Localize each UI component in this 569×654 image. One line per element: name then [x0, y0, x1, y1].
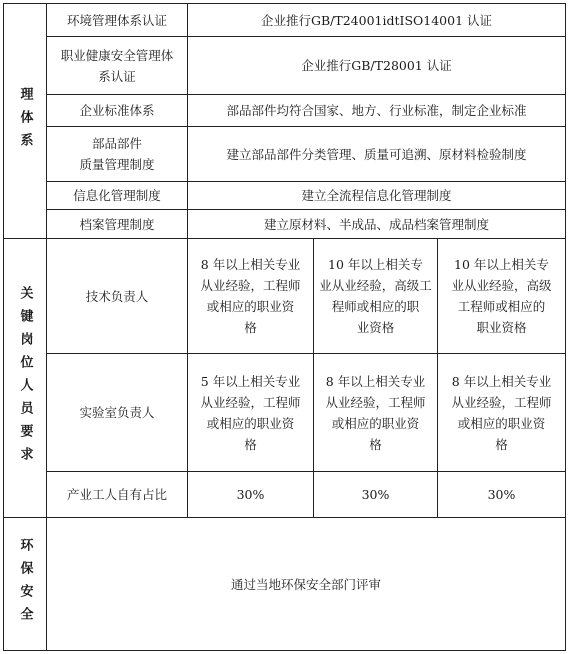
row-label-line: 质量管理制度 [79, 157, 155, 172]
row-label: 档案管理制度 [47, 210, 188, 239]
row-value: 企业推行GB/T24001idtISO14001 认证 [188, 4, 566, 37]
cell-line: 格 [244, 436, 257, 452]
cell-line: 或相应的职业资 [206, 415, 295, 431]
cell-line: 业资格 [356, 320, 395, 335]
row-value: 建立原材料、半成品、成品档案管理制度 [188, 210, 566, 239]
cell-line: 从业经验，工程师 [451, 394, 552, 410]
row-label: 技术负责人 [47, 239, 188, 354]
section-heading-management-system: 理体系 [4, 4, 47, 239]
cell-line: 工程师或相应的 [457, 299, 546, 314]
cell-line: 8 年以上相关专业 [200, 257, 301, 272]
section-heading-key-personnel: 关键岗位人员要求 [4, 239, 47, 518]
cell-line: 5 年以上相关专业 [200, 373, 301, 389]
cell-line: 10 年以上相关专 [328, 257, 423, 272]
row-value: 通过当地环保安全部门评审 [47, 518, 566, 651]
row-label-line: 部品部件 [91, 136, 142, 151]
row-value: 建立全流程信息化管理制度 [188, 182, 566, 210]
row-label: 环境管理体系认证 [47, 4, 188, 37]
requirement-cell [188, 354, 314, 472]
table-row [4, 127, 566, 182]
table-row [4, 472, 566, 518]
row-value: 企业推行GB/T28001 认证 [188, 37, 566, 95]
cell-line: 格 [244, 320, 257, 335]
cell-line: 从业经验，工程师 [325, 394, 426, 410]
requirement-cell [438, 354, 566, 472]
table-row [4, 182, 566, 210]
row-label-line: 系认证 [98, 68, 136, 84]
requirement-cell [188, 239, 314, 354]
cell-line: 或相应的职业资 [457, 415, 546, 431]
cell-line: 程师或相应的职 [331, 299, 420, 314]
ratio-cell: 30% [438, 472, 566, 518]
table-row [4, 95, 566, 127]
cell-line: 或相应的职业资 [206, 299, 295, 314]
cell-line: 业从业经验，高级 [451, 278, 552, 293]
cell-line: 10 年以上相关专 [454, 257, 549, 272]
row-value: 部品部件均符合国家、地方、行业标准，制定企业标准 [188, 95, 566, 127]
requirement-cell [314, 354, 438, 472]
table-row [4, 239, 566, 354]
row-label [47, 127, 188, 182]
table-row [4, 518, 566, 651]
cell-line: 职业资格 [476, 320, 527, 335]
row-label [47, 37, 188, 95]
row-label: 企业标准体系 [47, 95, 188, 127]
row-label: 信息化管理制度 [47, 182, 188, 210]
cell-line: 或相应的职业资 [331, 415, 420, 431]
cell-line: 业从业经验，高级工 [319, 278, 432, 293]
ratio-cell: 30% [314, 472, 438, 518]
ratio-cell: 30% [188, 472, 314, 518]
cell-line: 从业经验，工程师 [200, 394, 301, 410]
row-value: 建立部品部件分类管理、质量可追溯、原材料检验制度 [188, 127, 566, 182]
table-row [4, 210, 566, 239]
requirement-cell [314, 239, 438, 354]
table-row [4, 4, 566, 37]
cell-line: 格 [495, 436, 508, 452]
table-row [4, 354, 566, 472]
row-label: 产业工人自有占比 [47, 472, 188, 518]
cell-line: 8 年以上相关专业 [451, 373, 552, 389]
requirement-cell [438, 239, 566, 354]
cell-line: 8 年以上相关专业 [325, 373, 426, 389]
cell-line: 从业经验，工程师 [200, 278, 301, 293]
section-heading-environment-safety: 环保安全 [4, 518, 47, 651]
table-row [4, 37, 566, 95]
row-label: 实验室负责人 [47, 354, 188, 472]
requirements-table [3, 3, 566, 651]
row-label-line: 职业健康安全管理体 [60, 47, 174, 63]
cell-line: 格 [369, 436, 382, 452]
